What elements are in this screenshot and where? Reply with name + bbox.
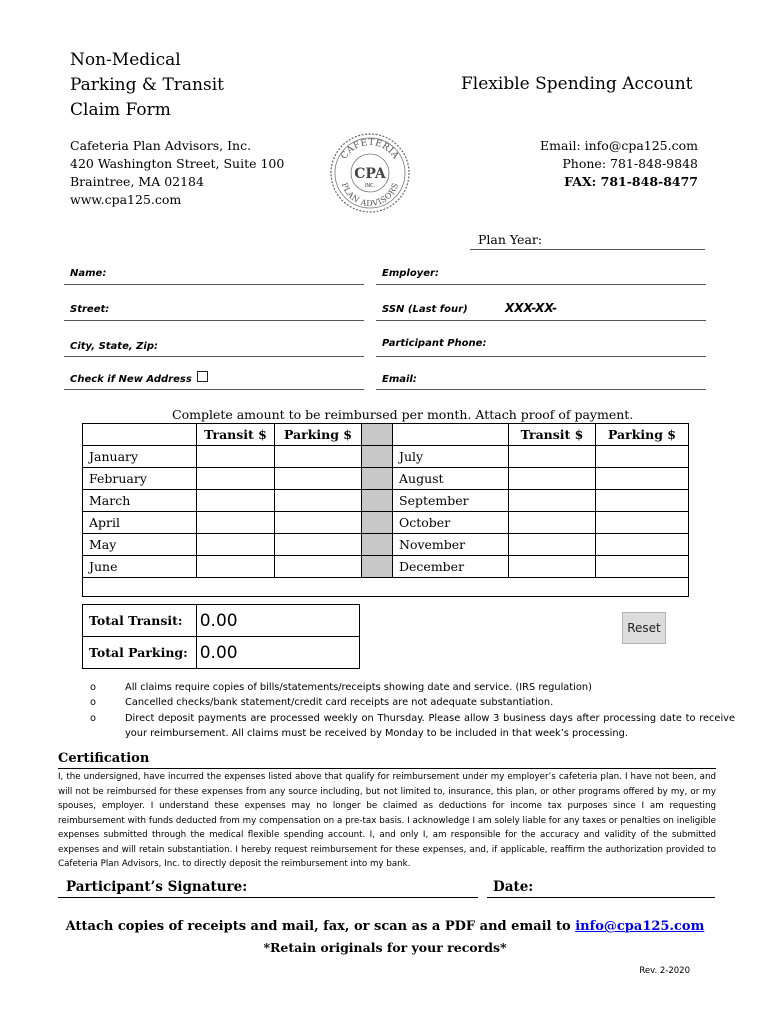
date-label: Date: bbox=[493, 879, 534, 895]
table-separator bbox=[362, 512, 393, 534]
month-label: July bbox=[393, 446, 509, 468]
parking-input[interactable] bbox=[275, 490, 362, 512]
header-transit-right: Transit $ bbox=[509, 424, 596, 446]
email-link[interactable]: info@cpa125.com bbox=[575, 919, 705, 934]
street-label: Street: bbox=[70, 304, 110, 315]
header-month-left bbox=[83, 424, 197, 446]
month-label: April bbox=[83, 512, 197, 534]
table-header-row bbox=[83, 424, 689, 446]
cpa-logo-seal bbox=[329, 132, 411, 214]
email-field[interactable] bbox=[376, 389, 706, 390]
parking-input[interactable] bbox=[596, 490, 689, 512]
reimbursement-table bbox=[82, 423, 689, 597]
month-label: January bbox=[83, 446, 197, 468]
table-separator bbox=[362, 490, 393, 512]
parking-input[interactable] bbox=[596, 446, 689, 468]
signature-label: Participant’s Signature: bbox=[66, 879, 248, 895]
company-contact bbox=[540, 137, 698, 191]
table-caption: Complete amount to be reimbursed per month. Attach proof of payment. bbox=[172, 407, 634, 422]
month-label: March bbox=[83, 490, 197, 512]
transit-input[interactable] bbox=[509, 490, 596, 512]
transit-input[interactable] bbox=[197, 556, 275, 578]
fsa-title: Flexible Spending Account bbox=[461, 74, 693, 94]
note-item: Cancelled checks/bank statement/credit card receipts are not adequate substantiation. bbox=[125, 697, 554, 708]
note-marker: o bbox=[90, 713, 96, 724]
total-transit-label: Total Transit: bbox=[83, 605, 197, 637]
ssn-label: SSN (Last four) bbox=[382, 304, 468, 315]
logo-center-text: CPA bbox=[354, 166, 386, 182]
parking-input[interactable] bbox=[275, 556, 362, 578]
table-separator bbox=[362, 556, 393, 578]
parking-input[interactable] bbox=[275, 534, 362, 556]
transit-input[interactable] bbox=[509, 556, 596, 578]
certification-heading: Certification bbox=[58, 751, 150, 766]
employer-label: Employer: bbox=[382, 268, 439, 279]
note-item: Direct deposit payments are processed weekly on Thursday. Please allow 3 business days after processing date to receive your reimbursement. All claims must be received by Monday to be included in that week’s processing. bbox=[125, 713, 735, 739]
reset-button[interactable]: Reset bbox=[622, 612, 666, 644]
table-row bbox=[83, 446, 689, 468]
participant-phone-field[interactable] bbox=[376, 356, 706, 357]
form-title-line-2: Parking & Transit bbox=[70, 75, 224, 95]
company-name: Cafeteria Plan Advisors, Inc. bbox=[70, 138, 252, 153]
employer-field[interactable] bbox=[376, 284, 706, 285]
table-row bbox=[83, 468, 689, 490]
company-fax: FAX: 781-848-8477 bbox=[564, 174, 698, 189]
parking-input[interactable] bbox=[596, 556, 689, 578]
form-title-line-1: Non-Medical bbox=[70, 50, 181, 70]
transit-input[interactable] bbox=[509, 468, 596, 490]
plan-year-field[interactable] bbox=[470, 249, 705, 250]
parking-input[interactable] bbox=[596, 468, 689, 490]
note-marker: o bbox=[90, 697, 96, 708]
transit-input[interactable] bbox=[197, 512, 275, 534]
note-marker: o bbox=[90, 682, 96, 693]
table-row bbox=[83, 512, 689, 534]
city-state-zip-field[interactable] bbox=[64, 356, 364, 357]
company-street: 420 Washington Street, Suite 100 bbox=[70, 156, 285, 171]
transit-input[interactable] bbox=[509, 512, 596, 534]
plan-year-label: Plan Year: bbox=[478, 232, 543, 247]
logo-top-text: CAFETERIA bbox=[339, 137, 401, 162]
name-field[interactable] bbox=[64, 284, 364, 285]
company-city: Braintree, MA 02184 bbox=[70, 174, 204, 189]
transit-input[interactable] bbox=[197, 468, 275, 490]
svg-text:CAFETERIA bbox=[339, 138, 400, 161]
logo-bottom-text: PLAN ADVISORS bbox=[339, 181, 401, 209]
street-field[interactable] bbox=[64, 320, 364, 321]
new-address-checkbox[interactable] bbox=[197, 371, 208, 382]
transit-input[interactable] bbox=[509, 534, 596, 556]
month-label: August bbox=[393, 468, 509, 490]
month-label: June bbox=[83, 556, 197, 578]
form-title-line-3: Claim Form bbox=[70, 100, 171, 120]
transit-input[interactable] bbox=[509, 446, 596, 468]
company-email: Email: info@cpa125.com bbox=[540, 138, 698, 153]
month-label: September bbox=[393, 490, 509, 512]
form-title bbox=[70, 48, 224, 123]
company-phone: Phone: 781-848-9848 bbox=[562, 156, 698, 171]
parking-input[interactable] bbox=[596, 534, 689, 556]
month-label: October bbox=[393, 512, 509, 534]
header-month-right bbox=[393, 424, 509, 446]
parking-input[interactable] bbox=[596, 512, 689, 534]
name-label: Name: bbox=[70, 268, 107, 279]
month-label: December bbox=[393, 556, 509, 578]
new-address-line bbox=[64, 389, 364, 390]
date-field[interactable] bbox=[487, 897, 715, 898]
attach-instructions bbox=[0, 919, 770, 934]
retain-originals: *Retain originals for your records* bbox=[263, 940, 507, 955]
table-row bbox=[83, 490, 689, 512]
transit-input[interactable] bbox=[197, 534, 275, 556]
ssn-field[interactable] bbox=[376, 320, 706, 321]
company-website: www.cpa125.com bbox=[70, 192, 182, 207]
parking-input[interactable] bbox=[275, 468, 362, 490]
month-label: November bbox=[393, 534, 509, 556]
transit-input[interactable] bbox=[197, 446, 275, 468]
ssn-prefix: XXX-XX- bbox=[505, 301, 558, 315]
table-separator bbox=[362, 468, 393, 490]
parking-input[interactable] bbox=[275, 446, 362, 468]
table-spacer-row bbox=[83, 578, 689, 597]
month-label: May bbox=[83, 534, 197, 556]
email-label: Email: bbox=[382, 374, 417, 385]
header-parking-right: Parking $ bbox=[596, 424, 689, 446]
certification-text: I, the undersigned, have incurred the expenses listed above that qualify for reimbursement under my employer’s cafeteria plan. I have not been, and will not be reimbursed for these expenses from any source including, but not limited to, insurance, this plan, or other programs offered by my, or my spouses, employer. I understand these expenses may no longer be claimed as deductions for income tax purposes since I am requesting reimbursement with funds deducted from my compensation on a pre-tax basis. I acknowledge I am solely liable for any taxes or penalties on ineligible expenses submitted through the medical flexible spending account. I, and only I, am responsible for the accuracy and validity of the submitted expenses and will retain substantiation. I hereby request reimbursement for these expenses, and, if applicable, reaffirm the authorization provided to Cafeteria Plan Advisors, Inc. to directly deposit the reimbursement into my bank. bbox=[58, 772, 716, 869]
table-row bbox=[83, 556, 689, 578]
total-transit-value: 0.00 bbox=[196, 605, 359, 637]
table-spacer bbox=[83, 578, 689, 597]
logo-inc-text: INC. bbox=[364, 183, 376, 189]
certification-divider bbox=[58, 768, 716, 769]
note-item: All claims require copies of bills/statements/receipts showing date and service. (IRS regulation) bbox=[125, 682, 592, 693]
company-address bbox=[70, 137, 284, 209]
parking-input[interactable] bbox=[275, 512, 362, 534]
total-parking-label: Total Parking: bbox=[83, 637, 197, 669]
revision-label: Rev. 2-2020 bbox=[639, 966, 690, 976]
table-separator bbox=[362, 534, 393, 556]
table-separator bbox=[362, 424, 393, 446]
city-state-zip-label: City, State, Zip: bbox=[70, 341, 158, 352]
total-parking-value: 0.00 bbox=[196, 637, 359, 669]
attach-text: Attach copies of receipts and mail, fax, or scan as a PDF and email to bbox=[65, 919, 576, 934]
totals-table bbox=[82, 604, 360, 669]
month-label: February bbox=[83, 468, 197, 490]
transit-input[interactable] bbox=[197, 490, 275, 512]
header-transit-left: Transit $ bbox=[197, 424, 275, 446]
participant-phone-label: Participant Phone: bbox=[382, 338, 487, 349]
table-separator bbox=[362, 446, 393, 468]
new-address-label: Check if New Address bbox=[70, 374, 192, 385]
table-row bbox=[83, 534, 689, 556]
signature-field[interactable] bbox=[58, 897, 478, 898]
header-parking-left: Parking $ bbox=[275, 424, 362, 446]
